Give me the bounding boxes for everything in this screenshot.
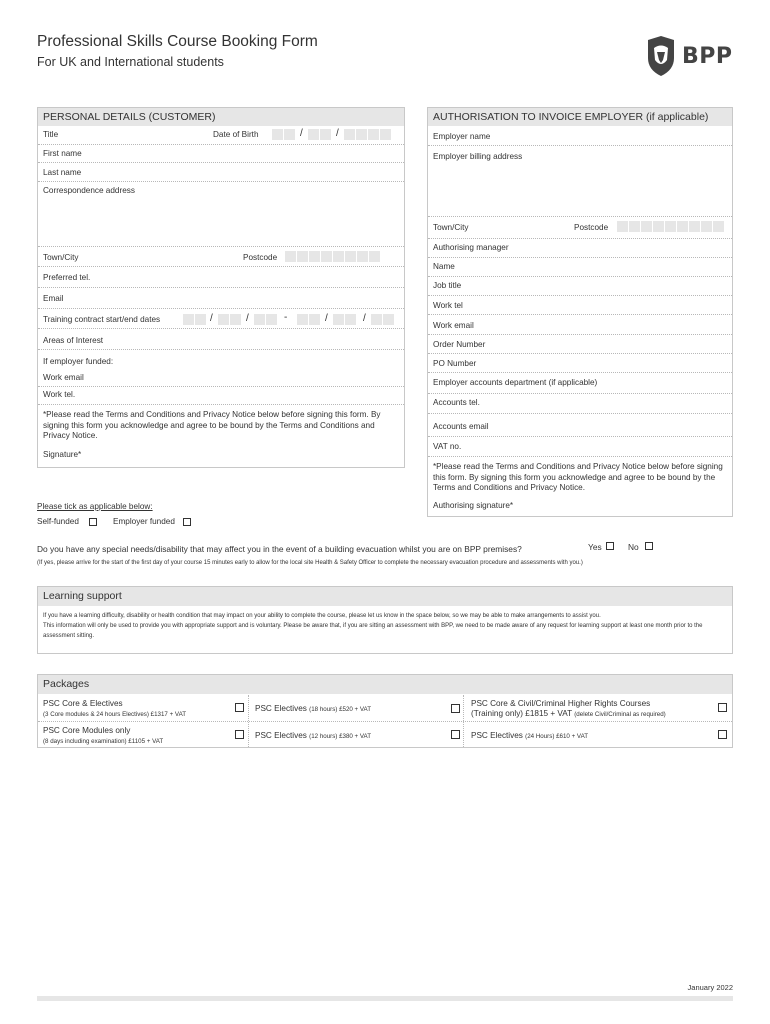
package-sub-label: (8 days including examination) £1105 + VAT xyxy=(43,738,164,745)
employer-work-email-label: Work email xyxy=(433,321,474,330)
work-email-label: Work email xyxy=(43,373,84,382)
order-number-label: Order Number xyxy=(433,340,486,349)
employer-postcode-boxes[interactable] xyxy=(617,221,724,232)
dob-year-boxes[interactable] xyxy=(344,129,391,140)
employer-postcode-label: Postcode xyxy=(574,223,609,232)
first-name-label: First name xyxy=(43,149,82,158)
end-year-boxes[interactable] xyxy=(371,314,394,325)
no-option[interactable] xyxy=(628,542,653,552)
accounts-dept-row xyxy=(428,373,732,394)
funding-instruction: Please tick as applicable below: xyxy=(37,502,153,511)
package-psc-electives-18 xyxy=(255,704,455,715)
postcode-label: Postcode xyxy=(243,253,278,262)
postcode-boxes[interactable] xyxy=(285,251,380,262)
package-sub-label: (24 Hours) £610 + VAT xyxy=(525,733,589,740)
address-label: Correspondence address xyxy=(43,186,135,195)
package-main-label: PSC Core Modules only xyxy=(43,726,131,735)
employer-town-row[interactable] xyxy=(428,217,732,239)
learning-support-text[interactable] xyxy=(38,606,732,646)
personal-terms-text: *Please read the Terms and Conditions and Privacy Notice below before signing this form. By signing this form you acknowledge and agree to be bound by the Terms and Conditions and Privacy Notice. xyxy=(43,410,381,440)
work-tel-row[interactable] xyxy=(38,387,404,405)
form-title: Professional Skills Course Booking Form xyxy=(37,33,318,50)
yes-label: Yes xyxy=(588,542,602,552)
authorising-signature-label[interactable]: Authorising signature* xyxy=(433,501,514,510)
self-funded-option[interactable] xyxy=(37,517,97,526)
package-sub-label: (12 hours) £380 + VAT xyxy=(309,733,372,740)
title-label: Title xyxy=(43,130,59,139)
form-subtitle: For UK and International students xyxy=(37,55,224,69)
last-name-label: Last name xyxy=(43,168,82,177)
employer-funded-label: If employer funded: xyxy=(43,357,114,366)
vat-label: VAT no. xyxy=(433,442,462,451)
accounts-email-row[interactable] xyxy=(428,414,732,437)
dob-separator: / xyxy=(336,128,339,139)
order-number-row[interactable] xyxy=(428,335,732,354)
accounts-email-label: Accounts email xyxy=(433,422,489,431)
town-row[interactable] xyxy=(38,247,404,267)
areas-label: Areas of Interest xyxy=(43,336,104,345)
package-psc-core-electives xyxy=(43,699,233,720)
package-main-label: PSC Core & Civil/Criminal Higher Rights Courses xyxy=(471,699,651,708)
package-psc-core-modules-checkbox[interactable] xyxy=(235,730,244,739)
self-funded-label: Self-funded xyxy=(37,517,79,526)
package-psc-higher-rights-checkbox[interactable] xyxy=(718,703,727,712)
authorising-manager-row xyxy=(428,239,732,258)
date-separator: / xyxy=(363,313,366,324)
accounts-tel-label: Accounts tel. xyxy=(433,398,480,407)
package-main-label: PSC Electives xyxy=(255,704,307,713)
employer-name-row[interactable] xyxy=(428,127,732,146)
personal-details-heading: PERSONAL DETAILS (CUSTOMER) xyxy=(38,108,404,126)
end-month-boxes[interactable] xyxy=(333,314,356,325)
town-label: Town/City xyxy=(43,253,79,262)
yes-checkbox[interactable] xyxy=(606,542,614,550)
package-psc-electives-12 xyxy=(255,731,455,742)
date-range-dash: - xyxy=(284,312,288,323)
footer-date: January 2022 xyxy=(687,983,733,992)
employer-work-tel-label: Work tel xyxy=(433,301,463,310)
dob-separator: / xyxy=(300,128,303,139)
lion-icon xyxy=(644,36,678,76)
package-sub-label: (18 hours) £520 + VAT xyxy=(309,706,372,713)
start-day-boxes[interactable] xyxy=(183,314,206,325)
vat-row[interactable] xyxy=(428,437,732,457)
personal-details-panel xyxy=(37,107,405,468)
manager-name-label: Name xyxy=(433,262,455,271)
learning-support-para1: If you have a learning difficulty, disability or health condition that may impact on your ability to complete the course, please let us know in the space below, so we may be able to make arrangements to assist you. xyxy=(43,613,601,619)
manager-name-row[interactable] xyxy=(428,258,732,277)
package-psc-core-electives-checkbox[interactable] xyxy=(235,703,244,712)
no-label: No xyxy=(628,542,639,552)
dob-day-boxes[interactable] xyxy=(272,129,295,140)
employer-terms-text: *Please read the Terms and Conditions and Privacy Notice below before signing this form. By signing this form you acknowledge and agree to be bound by the Terms and Conditions and Privacy Notice. xyxy=(433,462,723,492)
areas-row[interactable] xyxy=(38,329,404,350)
package-main-label: PSC Core & Electives xyxy=(43,699,123,708)
email-label: Email xyxy=(43,294,64,303)
accounts-tel-row[interactable] xyxy=(428,394,732,414)
employer-funded-checkbox[interactable] xyxy=(183,518,191,526)
start-month-boxes[interactable] xyxy=(218,314,241,325)
accounts-dept-label: Employer accounts department (if applicable) xyxy=(433,378,598,387)
tel-label: Preferred tel. xyxy=(43,273,91,282)
job-title-row[interactable] xyxy=(428,277,732,296)
work-tel-label: Work tel. xyxy=(43,390,76,399)
date-separator: / xyxy=(210,313,213,324)
package-psc-electives-24-checkbox[interactable] xyxy=(718,730,727,739)
employer-panel xyxy=(427,107,733,517)
no-checkbox[interactable] xyxy=(645,542,653,550)
training-dates-label: Training contract start/end dates xyxy=(43,315,161,324)
special-needs-question: Do you have any special needs/disability that may affect you in the event of a building evacuation whilst you are on BPP premises? xyxy=(37,544,522,554)
last-name-row[interactable] xyxy=(38,163,404,182)
billing-address-row[interactable] xyxy=(428,146,732,217)
package-psc-higher-rights xyxy=(471,699,711,720)
employer-work-email-row[interactable] xyxy=(428,315,732,335)
footer-bar xyxy=(37,996,733,1001)
date-separator: / xyxy=(246,313,249,324)
training-dates-row[interactable] xyxy=(38,309,404,329)
employer-heading: AUTHORISATION TO INVOICE EMPLOYER (if applicable) xyxy=(428,108,732,126)
billing-address-label: Employer billing address xyxy=(433,152,523,161)
work-email-row[interactable] xyxy=(38,371,404,387)
package-psc-electives-24 xyxy=(471,731,711,742)
employer-work-tel-row[interactable] xyxy=(428,296,732,315)
job-title-label: Job title xyxy=(433,281,462,290)
logo-text: BPP xyxy=(682,43,733,69)
start-year-boxes[interactable] xyxy=(254,314,277,325)
package-psc-electives-18-checkbox[interactable] xyxy=(451,704,460,713)
authorising-manager-label: Authorising manager xyxy=(433,243,509,252)
employer-funded-row xyxy=(38,350,404,371)
dob-month-boxes[interactable] xyxy=(308,129,331,140)
dob-label: Date of Birth xyxy=(213,130,259,139)
date-separator: / xyxy=(325,313,328,324)
special-needs-note: (If yes, please arrive for the start of the first day of your course 15 minutes early to allow for the local site Health & Safety Officer to complete the necessary evacuation procedure and assessments with you.) xyxy=(37,560,583,566)
signature-label[interactable]: Signature* xyxy=(43,450,82,459)
title-row[interactable] xyxy=(38,127,404,145)
po-number-row[interactable] xyxy=(428,354,732,373)
package-note-label: (delete Civil/Criminal as required) xyxy=(574,711,666,718)
first-name-row[interactable] xyxy=(38,145,404,163)
package-psc-electives-12-checkbox[interactable] xyxy=(451,730,460,739)
employer-funded-option[interactable] xyxy=(113,517,191,526)
employer-funded-label-2: Employer funded xyxy=(113,517,175,526)
email-row[interactable] xyxy=(38,288,404,309)
employer-name-label: Employer name xyxy=(433,132,491,141)
package-sub-label: (3 Core modules & 24 hours Electives) £1317 + VAT xyxy=(43,711,187,718)
learning-support-heading: Learning support xyxy=(38,587,732,606)
bpp-logo xyxy=(644,36,736,76)
package-main-label: PSC Electives xyxy=(255,731,307,740)
yes-option[interactable] xyxy=(588,542,614,552)
learning-support-section xyxy=(37,586,733,654)
packages-heading: Packages xyxy=(38,675,732,694)
learning-support-para2: This information will only be used to provide you with appropriate support and is voluntary. Please be aware that, if you are sitting an assessment with BPP, we need to be made aware of any request for learning support at least one month prior to the assessment sitting. xyxy=(43,623,703,639)
package-psc-core-modules xyxy=(43,726,233,747)
end-day-boxes[interactable] xyxy=(297,314,320,325)
tel-row[interactable] xyxy=(38,267,404,288)
address-row[interactable] xyxy=(38,182,404,247)
package-sub-label: (Training only) £1815 + VAT xyxy=(471,709,572,718)
employer-town-label: Town/City xyxy=(433,223,469,232)
po-number-label: PO Number xyxy=(433,359,477,368)
self-funded-checkbox[interactable] xyxy=(89,518,97,526)
package-main-label: PSC Electives xyxy=(471,731,523,740)
packages-section xyxy=(37,674,733,748)
